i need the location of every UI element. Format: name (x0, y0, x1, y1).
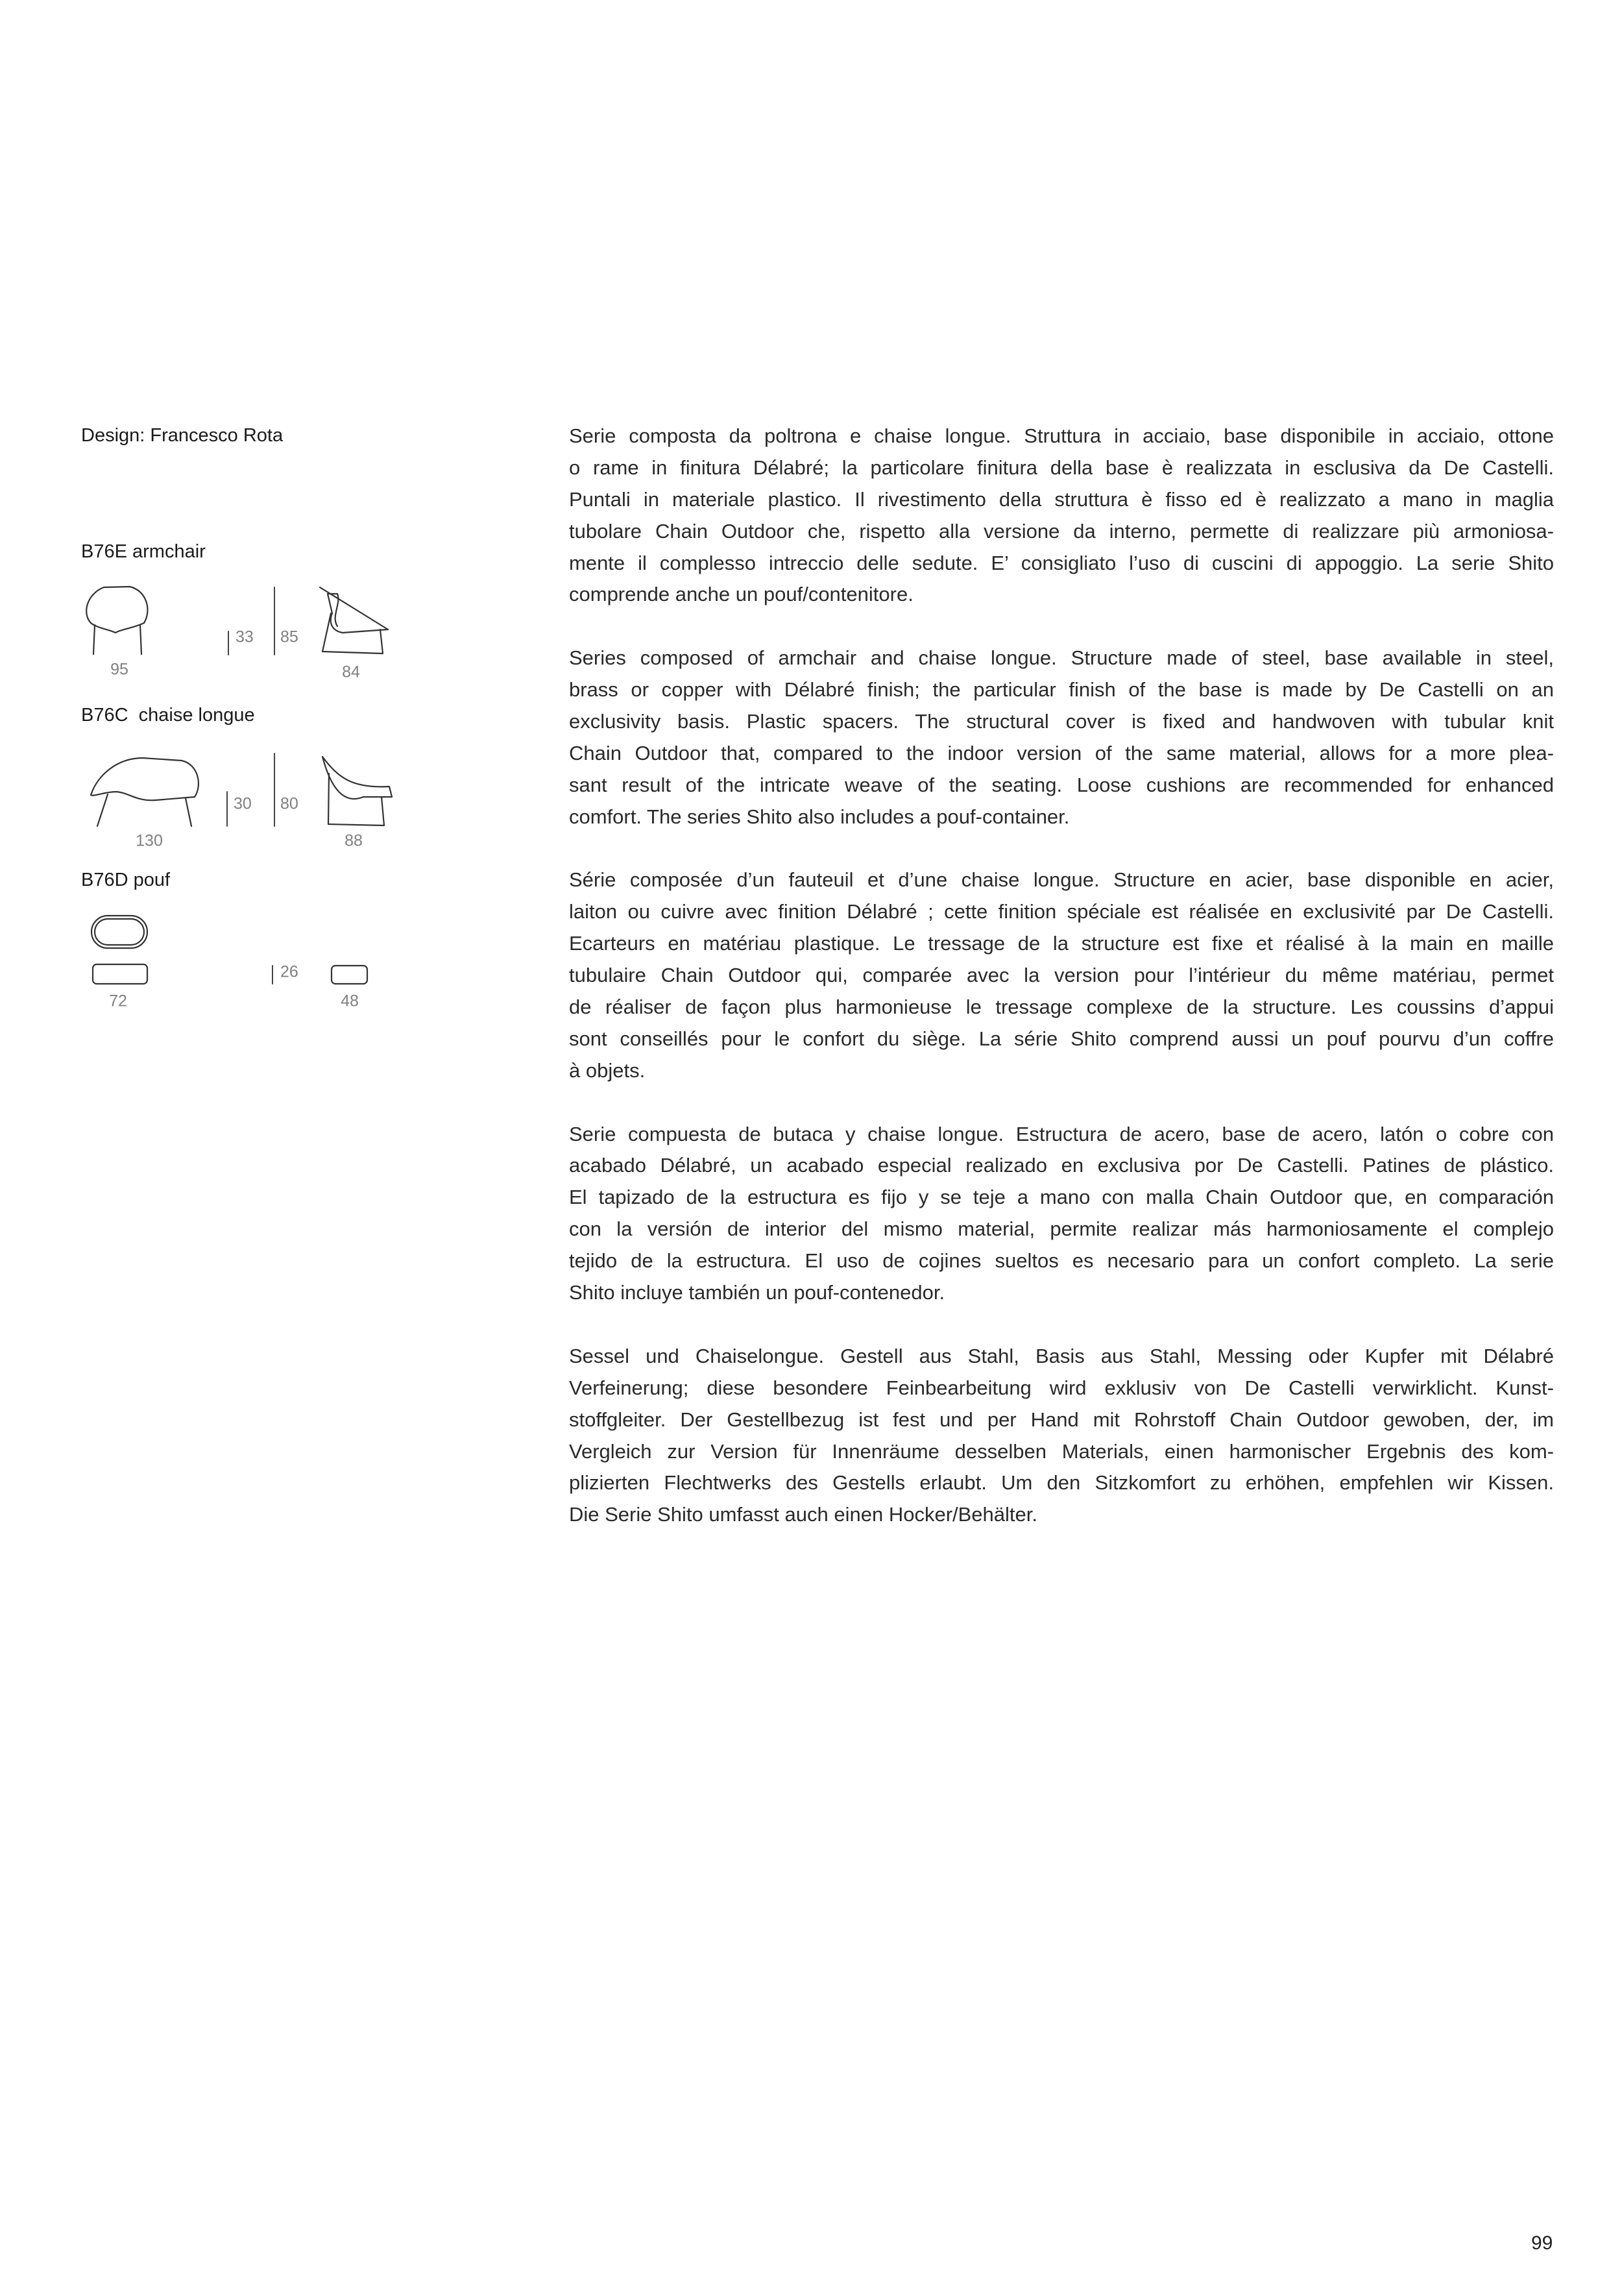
text-line: plizierten Flechtwerks des Gestells erlaubt. Um den Sitzkomfort zu erhöhen, empfehlen wir Kissen. (569, 1471, 1554, 1495)
product-drawings (0, 0, 454, 1038)
paragraph-spanish (569, 1119, 1554, 1309)
chaise-front-drawing (91, 758, 199, 826)
text-line: El tapizado de la estructura es fijo y se teje a mano con malla Chain Outdoor que, en comparación (569, 1186, 1554, 1209)
pouf-drawings (91, 916, 367, 984)
armchair-width: 95 (110, 660, 128, 679)
chaise-width: 130 (136, 831, 163, 850)
text-line: Die Serie Shito umfasst auch einen Hocker/Behälter. (569, 1503, 1037, 1526)
armchair-front-drawing (86, 587, 147, 654)
pouf-depth: 48 (341, 992, 359, 1010)
text-line: sont conseillés pour le confort du siège. La série Shito comprend aussi un pouf pourvu d’un coffre (569, 1027, 1554, 1050)
text-line: comfort. The series Shito also includes a pouf-container. (569, 805, 1070, 828)
text-line: tubolare Chain Outdoor che, rispetto alla versione da interno, permette di realizzare più armoniosa- (569, 519, 1554, 543)
paragraph-french (569, 864, 1554, 1086)
text-line: acabado Délabré, un acabado especial realizado en exclusiva por De Castelli. Patines de plástico. (569, 1154, 1554, 1177)
product-label-armchair: B76E armchair (81, 541, 206, 562)
text-line: tubulaire Chain Outdoor qui, comparée avec la version pour l’intérieur du même matériau, permet (569, 964, 1554, 987)
text-line: con la versión de interior del mismo material, permite realizar más harmoniosamente el complejo (569, 1217, 1554, 1241)
text-line: exclusivity basis. Plastic spacers. The structural cover is fixed and handwoven with tubular knit (569, 710, 1554, 733)
description-text (569, 421, 1554, 1563)
text-line: sant result of the intricate weave of the seating. Loose cushions are recommended for enhanced (569, 773, 1554, 796)
text-line: tejido de la estructura. El uso de cojines sueltos es necesario para un confort completo. La serie (569, 1249, 1554, 1273)
chaise-seat-height: 30 (234, 794, 252, 813)
product-label-pouf: B76D pouf (81, 870, 171, 890)
paragraph-english (569, 642, 1554, 833)
chaise-side-drawing (322, 757, 392, 825)
armchair-seat-height: 33 (236, 628, 254, 646)
text-line: comprende anche un pouf/contenitore. (569, 583, 914, 606)
text-line: Puntali in materiale plastico. Il rivestimento della struttura è fisso ed è realizzato a mano in maglia (569, 487, 1554, 511)
chaise-depth: 88 (345, 831, 363, 850)
text-line: de réaliser de façon plus harmonieuse le tressage complexe de la structure. Les coussins d’appui (569, 995, 1554, 1019)
armchair-depth: 84 (342, 663, 360, 681)
paragraph-italian (569, 421, 1554, 611)
text-line: laiton ou cuivre avec finition Délabré ; cette finition spéciale est réalisée en exclusivité par De Castelli. (569, 900, 1554, 923)
text-line: Verfeinerung; diese besondere Feinbearbeitung wird exklusiv von De Castelli verwirklicht. Kunst- (569, 1376, 1554, 1399)
text-line: Series composed of armchair and chaise longue. Structure made of steel, base available in steel, (569, 646, 1554, 670)
text-line: Ecarteurs en matériau plastique. Le tressage de la structure est fixe et réalisé à la main en maille (569, 932, 1554, 955)
designer-credit: Design: Francesco Rota (81, 425, 284, 446)
text-line: Serie compuesta de butaca y chaise longue. Estructura de acero, base de acero, latón o cobre con (569, 1122, 1554, 1145)
chaise-height: 80 (280, 794, 298, 813)
armchair-side-drawing (320, 587, 388, 653)
text-line: Sessel und Chaiselongue. Gestell aus Stahl, Basis aus Stahl, Messing oder Kupfer mit Délabré (569, 1344, 1554, 1367)
text-line: stoffgleiter. Der Gestellbezug ist fest und per Hand mit Rohrstoff Chain Outdoor gewoben, der, im (569, 1408, 1554, 1431)
pouf-width: 72 (109, 992, 127, 1010)
text-line: Vergleich zur Version für Innenräume desselben Materials, einen harmonischer Ergebnis des kom- (569, 1439, 1554, 1463)
text-line: mente il complesso intreccio delle sedute. E’ consigliato l’uso di cuscini di appoggio. La serie Shito (569, 551, 1554, 574)
text-line: Chain Outdoor that, compared to the indoor version of the same material, allows for a more plea- (569, 741, 1554, 764)
pouf-height: 26 (280, 962, 298, 981)
product-label-chaise-longue: B76C chaise longue (81, 705, 255, 726)
text-line: Série composée d’un fauteuil et d’une chaise longue. Structure en acier, base disponible en acier, (569, 868, 1554, 892)
text-line: o rame in finitura Délabré; la particolare finitura della base è realizzata in esclusiva da De Castelli. (569, 456, 1554, 479)
page-number: 99 (1531, 2232, 1553, 2254)
paragraph-german (569, 1341, 1554, 1531)
text-line: brass or copper with Délabré finish; the particular finish of the base is made by De Castelli on an (569, 678, 1554, 702)
text-line: Serie composta da poltrona e chaise longue. Struttura in acciaio, base disponibile in acciaio, ottone (569, 424, 1554, 447)
dimension-lines (227, 587, 274, 984)
text-line: à objets. (569, 1058, 646, 1082)
armchair-height: 85 (280, 628, 298, 646)
text-line: Shito incluye también un pouf-contenedor. (569, 1281, 945, 1304)
